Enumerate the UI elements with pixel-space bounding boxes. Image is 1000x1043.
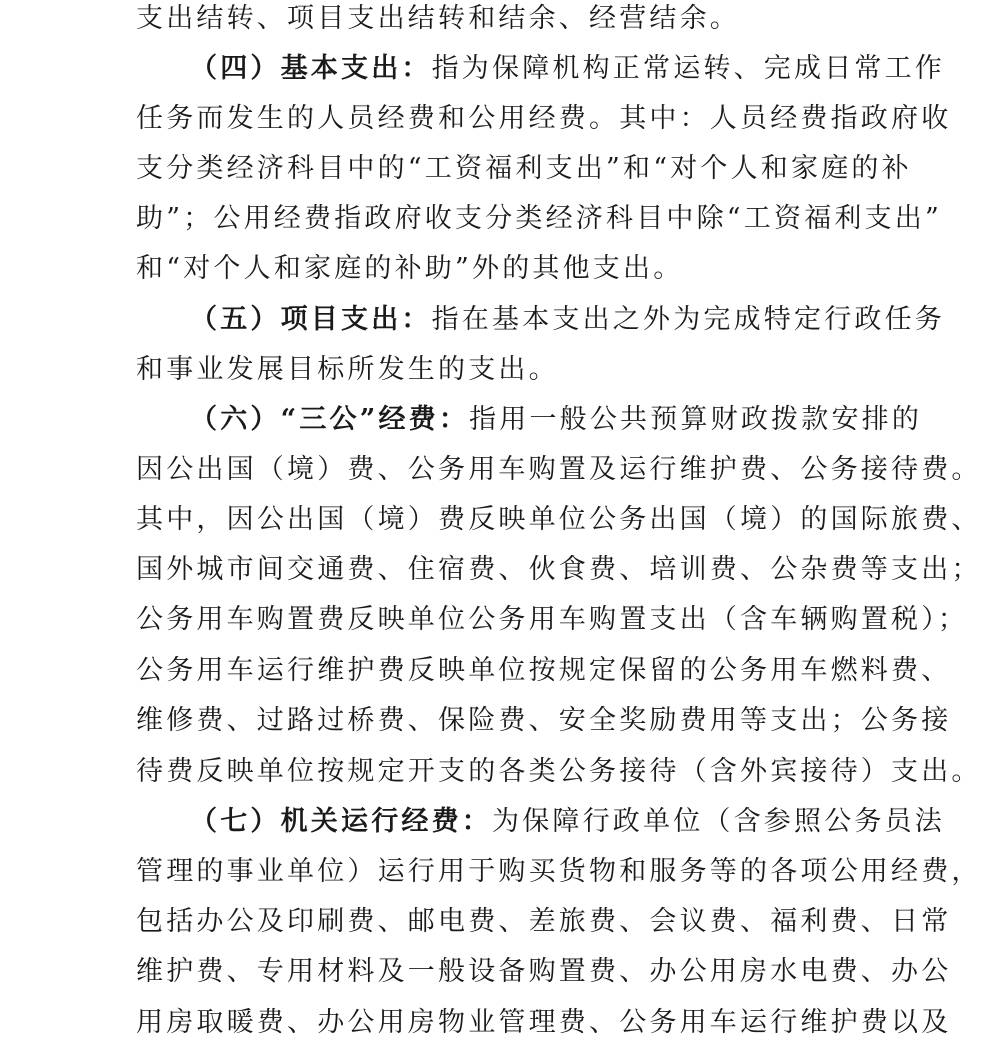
text-line-11: 其中，因公出国（境）费反映单位公务出国（境）的国际旅费、	[136, 504, 982, 535]
text-line-16: 待费反映单位按规定开支的各类公务接待（含外宾接待）支出。	[136, 756, 982, 787]
text-line-17: （七）机关运行经费：为保障行政单位（含参照公务员法	[190, 806, 945, 837]
text-line-13: 公务用车购置费反映单位公务用车购置支出（含车辆购置税）；	[136, 604, 969, 635]
text-line-8: 和事业发展目标所发生的支出。	[136, 354, 559, 385]
text-line-2: （四）基本支出：指为保障机构正常运转、完成日常工作	[190, 53, 946, 84]
section-heading-4: （四）基本支出：	[190, 53, 432, 84]
text-line-20: 维护费、专用材料及一般设备购置费、办公用房水电费、办公	[136, 956, 952, 987]
section-heading-5: （五）项目支出：	[190, 304, 432, 335]
text-line-14: 公务用车运行维护费反映单位按规定保留的公务用车燃料费、	[136, 655, 952, 686]
text-line-9: （六）“三公”经费：指用一般公共预算财政拨款安排的	[190, 404, 923, 435]
text-line-1: 支出结转、项目支出结转和结余、经营结余。	[136, 3, 740, 34]
section-heading-6: （六）“三公”经费：	[190, 404, 470, 435]
text-line-10: 因公出国（境）费、公务用车购置及运行维护费、公务接待费。	[136, 454, 982, 485]
text-line-19: 包括办公及印刷费、邮电费、差旅费、会议费、福利费、日常	[136, 906, 952, 937]
text-line-15: 维修费、过路过桥费、保险费、安全奖励费用等支出；公务接	[136, 705, 952, 736]
section-heading-7: （七）机关运行经费：	[190, 806, 492, 837]
text-line-12: 国外城市间交通费、住宿费、伙食费、培训费、公杂费等支出；	[136, 554, 982, 585]
text-line-5: 助”；公用经费指政府收支分类经济科目中除“工资福利支出”	[136, 203, 943, 234]
text-line-21: 用房取暖费、办公用房物业管理费、公务用车运行维护费以及	[136, 1007, 952, 1038]
text-line-3: 任务而发生的人员经费和公用经费。其中：人员经费指政府收	[136, 103, 952, 134]
text-line-6: 和“对个人和家庭的补助”外的其他支出。	[136, 253, 684, 284]
text-line-18: 管理的事业单位）运行用于购买货物和服务等的各项公用经费，	[136, 856, 982, 887]
text-line-4: 支分类经济科目中的“工资福利支出”和“对个人和家庭的补	[136, 153, 912, 184]
text-line-7: （五）项目支出：指在基本支出之外为完成特定行政任务	[190, 304, 946, 335]
